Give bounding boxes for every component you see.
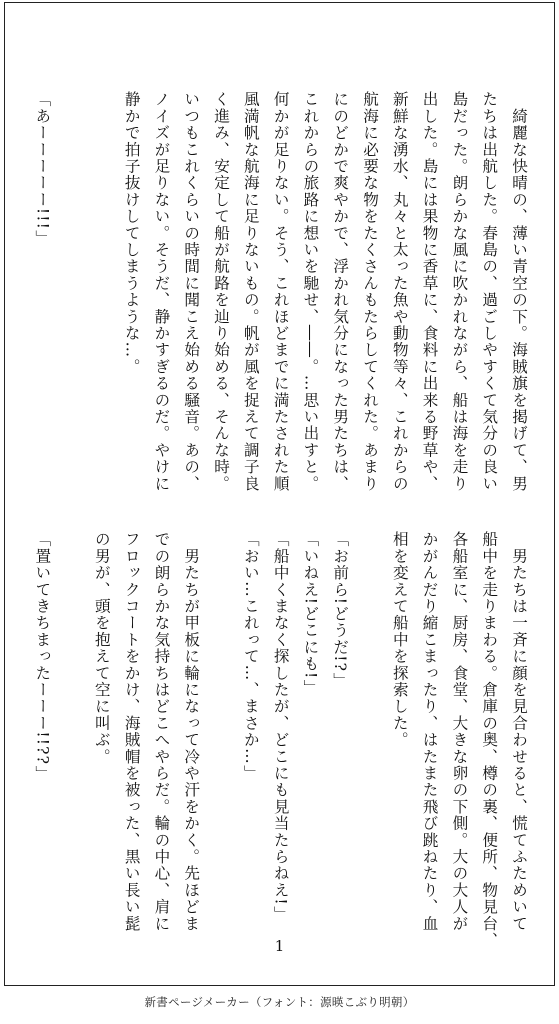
text-line: にのどかで爽やかで、浮かれ気分になった男たちは、	[331, 91, 350, 492]
text-line: 島だった。朗らかな風に吹かれながら、船は海を走り	[450, 91, 469, 492]
text-line: く進み、安定して船が航路を辿り始める、そんな時。	[212, 91, 231, 492]
text-line: 男たちが甲板に輪になって冷や汗をかく。先ほどま	[182, 531, 201, 932]
text-line: 船中を走りまわる。倉庫の奥、樽の裏、便所、物見台、	[480, 531, 499, 949]
text-line: ノイズが足りない。そうだ、静かすぎるのだ。やけに	[152, 91, 171, 492]
text-line: 各船室に、厨房、食堂、大きな卵の下側。大の大人が	[450, 531, 469, 932]
text-line: 風満帆な航海に足りないもの。帆が風を捉えて調子良	[241, 91, 260, 492]
text-block-top	[26, 91, 533, 491]
text-line: 綺麗な快晴の、薄い青空の下。海賊旗を掲げて、男	[510, 91, 528, 492]
text-line	[56, 531, 86, 931]
text-line: フロックコートをかけ、海賊帽を被った、黒い長い髭	[122, 531, 141, 932]
text-line: 「おい…これって…、まさか…」	[241, 531, 260, 782]
text-line: たちは出航した。春島の、過ごしやすくて気分の良い	[480, 91, 499, 492]
text-line: 出した。島には果物に香草に、食料に出来る野草や、	[420, 91, 439, 492]
footer-credit: 新書ページメーカー（フォント：源暎こぶり明朝）	[144, 995, 415, 1009]
text-line: 新鮮な湧水、丸々と太った魚や動物等々、これからの	[390, 91, 409, 492]
text-line	[86, 91, 116, 491]
text-line: 「船中くまなく探したが、どこにも見当たらねえ!」	[271, 531, 290, 923]
page-frame	[4, 2, 555, 986]
text-line	[354, 531, 384, 931]
text-line: 「いねえ!どこにも!」	[301, 531, 320, 697]
text-line	[205, 531, 235, 931]
text-line	[56, 91, 86, 491]
text-line: 「置いてきちまったーーー!!??」	[33, 531, 52, 782]
text-line: いつもこれくらいの時間に聞こえ始める騒音。あの、	[182, 91, 201, 492]
text-line: 「あーーーーー!!!」	[33, 91, 52, 247]
text-line: 航海に必要な物をたくさんもたらしてくれた。あまり	[361, 91, 380, 492]
text-line: 「お前ら!どうだ!?」	[331, 531, 350, 689]
text-line: 相を変えて船中を探索した。	[390, 531, 409, 749]
page-number: 1	[274, 937, 285, 955]
text-line: 何かが足りない。そう、これほどまでに満たされた順	[271, 91, 290, 492]
text-line: かがんだり縮こまったり、はたまた飛び跳ねたり、血	[420, 531, 439, 932]
text-line: 男たちは一斉に顔を見合わせると、慌てふためいて	[510, 531, 528, 932]
text-line: での朗らかな気持ちはどこへやらだ。輪の中心、肩に	[152, 531, 171, 932]
text-line: これからの旅路に想いを馳せ、――。…思い出すと。	[301, 91, 320, 492]
text-line: の男が、頭を抱えて空に叫ぶ。	[92, 531, 111, 765]
text-line: 静かで拍子抜けしてしまうような…。	[122, 91, 141, 375]
text-block-bottom	[26, 531, 533, 949]
